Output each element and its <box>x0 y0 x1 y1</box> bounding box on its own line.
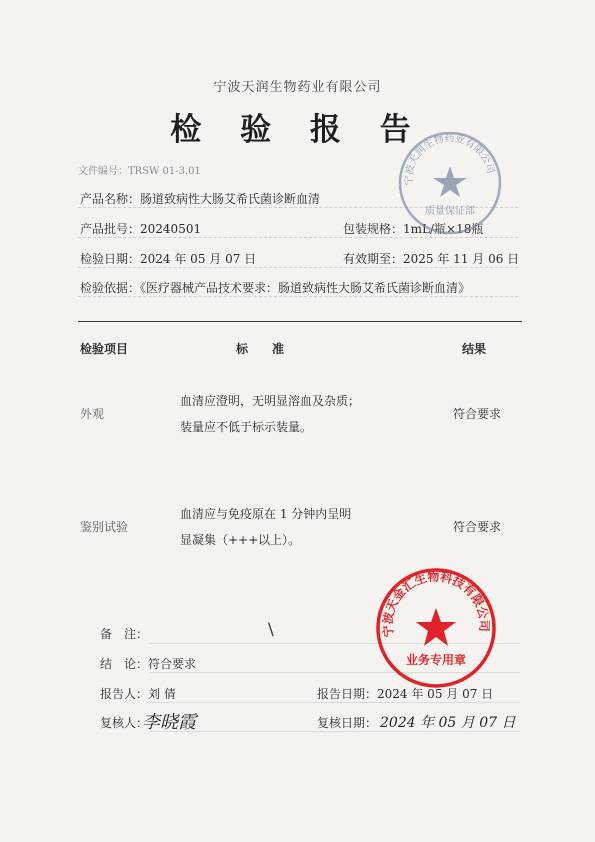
business-seal-subtitle: 业务专用章 <box>405 653 467 667</box>
star-icon <box>433 166 467 197</box>
expiry-value: 2025 年 11 月 06 日 <box>403 252 520 266</box>
table-row-result: 符合要求 <box>453 520 502 534</box>
product-name-value: 肠道致病性大肠艾希氏菌诊断血清 <box>140 192 321 206</box>
report-title: 检 验 报 告 <box>170 112 425 148</box>
table-top-rule <box>78 321 522 322</box>
reviewer-row <box>100 714 148 731</box>
table-row-result: 符合要求 <box>453 407 502 421</box>
conclusion-value: 符合要求 <box>148 657 197 671</box>
basis-value: 《医疗器械产品技术要求：肠道致病性大肠艾希氏菌诊断血清》 <box>140 281 471 295</box>
basis-row <box>80 279 470 296</box>
expiry-label: 有效期至： <box>343 252 404 266</box>
test-date-label: 检验日期： <box>80 252 141 266</box>
report-date-value: 2024 年 05 月 07 日 <box>377 687 494 701</box>
report-date-label: 报告日期： <box>317 687 378 701</box>
col-item-header: 检验项目 <box>80 342 129 356</box>
table-row-standard-line1: 血清应与免疫原在 1 分钟内呈明 <box>180 507 352 521</box>
reporter-value: 刘 倩 <box>148 687 176 701</box>
review-date-handwritten: 2024 年 05 月 07 日 <box>380 715 516 731</box>
spec-value: 1mL/瓶×18瓶 <box>403 222 484 236</box>
table-row-standard-line2: 装量应不低于标示装量。 <box>180 420 313 434</box>
table-row-standard-line1: 血清应澄明，无明显溶血及杂质； <box>180 394 361 408</box>
test-date-value: 2024 年 05 月 07 日 <box>140 252 257 266</box>
product-name-row <box>80 190 320 207</box>
table-row-standard-line2: 显凝集（+++以上）。 <box>180 533 301 547</box>
batch-value: 20240501 <box>140 222 202 236</box>
product-name-label: 产品名称： <box>80 192 141 206</box>
remark-value: \ <box>268 620 274 640</box>
basis-label: 检验依据： <box>80 281 141 295</box>
remark-row <box>100 625 148 642</box>
business-seal <box>374 566 498 690</box>
remark-label: 备 注： <box>100 627 149 641</box>
company-name: 宁波天润生物药业有限公司 <box>213 80 382 95</box>
conclusion-label: 结 论： <box>100 657 149 671</box>
expiry-row <box>343 250 519 267</box>
col-result-header: 结果 <box>462 342 487 356</box>
reviewer-signature: 李晓霞 <box>142 712 196 733</box>
reporter-label: 报告人： <box>100 687 149 701</box>
quality-seal-subtitle: 质量保证部 <box>425 206 475 217</box>
reviewer-label: 复核人： <box>100 716 149 730</box>
quality-seal <box>395 128 505 238</box>
test-date-row <box>80 250 256 267</box>
conclusion-row <box>100 655 196 672</box>
spec-label: 包装规格： <box>343 222 404 236</box>
business-seal-text: 宁波天金汇生物科技有限公司 <box>380 569 492 638</box>
review-date-row <box>317 714 377 731</box>
reporter-row <box>100 685 176 702</box>
document-number: 文件编号：TRSW 01-3.01 <box>78 166 201 177</box>
star-icon <box>416 608 456 646</box>
quality-seal-text: 宁波天润生物药业有限公司 <box>403 133 496 186</box>
table-row-item: 鉴别试验 <box>80 520 129 534</box>
batch-label: 产品批号： <box>80 222 141 236</box>
review-date-label: 复核日期： <box>317 716 378 730</box>
table-row-item: 外观 <box>80 407 105 421</box>
col-standard-header: 标 准 <box>236 342 285 356</box>
batch-row <box>80 220 201 237</box>
